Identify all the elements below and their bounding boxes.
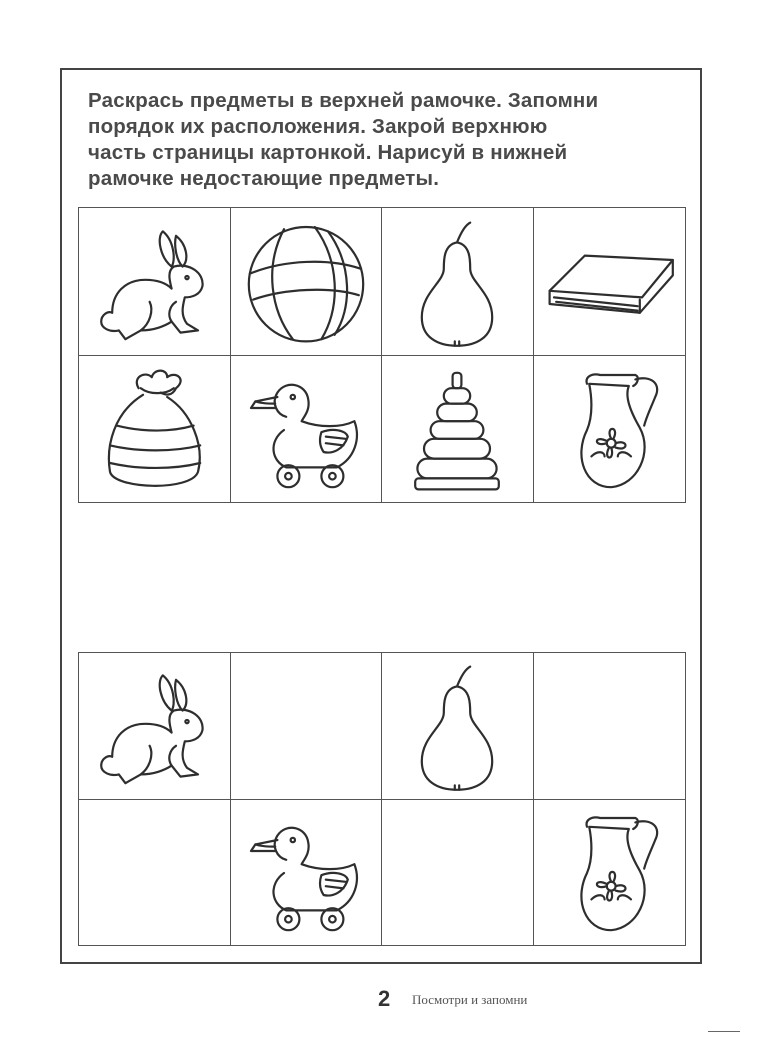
toy-duck-icon xyxy=(240,364,372,496)
empty-grid-cell[interactable] xyxy=(231,653,383,800)
book-icon xyxy=(543,216,675,348)
jug-icon xyxy=(543,807,675,939)
grid-cell[interactable] xyxy=(382,356,534,503)
instruction-line: порядок их расположения. Закрой верхнюю xyxy=(88,115,548,138)
grid-cell[interactable] xyxy=(382,208,534,356)
rabbit-icon xyxy=(88,660,220,792)
empty-grid-cell[interactable] xyxy=(382,800,534,946)
empty-grid-cell[interactable] xyxy=(534,653,686,800)
pear-icon xyxy=(391,660,523,792)
grid-cell[interactable] xyxy=(382,653,534,800)
grid-cell[interactable] xyxy=(534,800,686,946)
jug-icon xyxy=(543,364,675,496)
rabbit-icon xyxy=(88,216,220,348)
empty-grid-cell[interactable] xyxy=(79,800,231,946)
bag-icon xyxy=(88,364,220,496)
divider xyxy=(708,1031,740,1032)
grid-cell[interactable] xyxy=(79,208,231,356)
task-instruction xyxy=(88,88,688,192)
pyramid-toy-icon xyxy=(391,364,523,496)
grid-cell[interactable] xyxy=(534,208,686,356)
grid-cell[interactable] xyxy=(231,208,383,356)
grid-cell[interactable] xyxy=(534,356,686,503)
instruction-line: часть страницы картонкой. Нарисуй в нижней xyxy=(88,141,568,164)
grid-cell[interactable] xyxy=(231,356,383,503)
reference-grid xyxy=(78,207,686,503)
toy-duck-icon xyxy=(240,807,372,939)
page-number: 2 xyxy=(378,986,391,1011)
answer-grid xyxy=(78,652,686,946)
instruction-line: рамочке недостающие предметы. xyxy=(88,167,440,190)
grid-cell[interactable] xyxy=(79,356,231,503)
ball-icon xyxy=(240,216,372,348)
pear-icon xyxy=(391,216,523,348)
instruction-line: Раскрась предметы в верхней рамочке. Запомни xyxy=(88,89,599,112)
grid-cell[interactable] xyxy=(79,653,231,800)
grid-cell[interactable] xyxy=(231,800,383,946)
book-title: Посмотри и запомни xyxy=(412,992,528,1007)
